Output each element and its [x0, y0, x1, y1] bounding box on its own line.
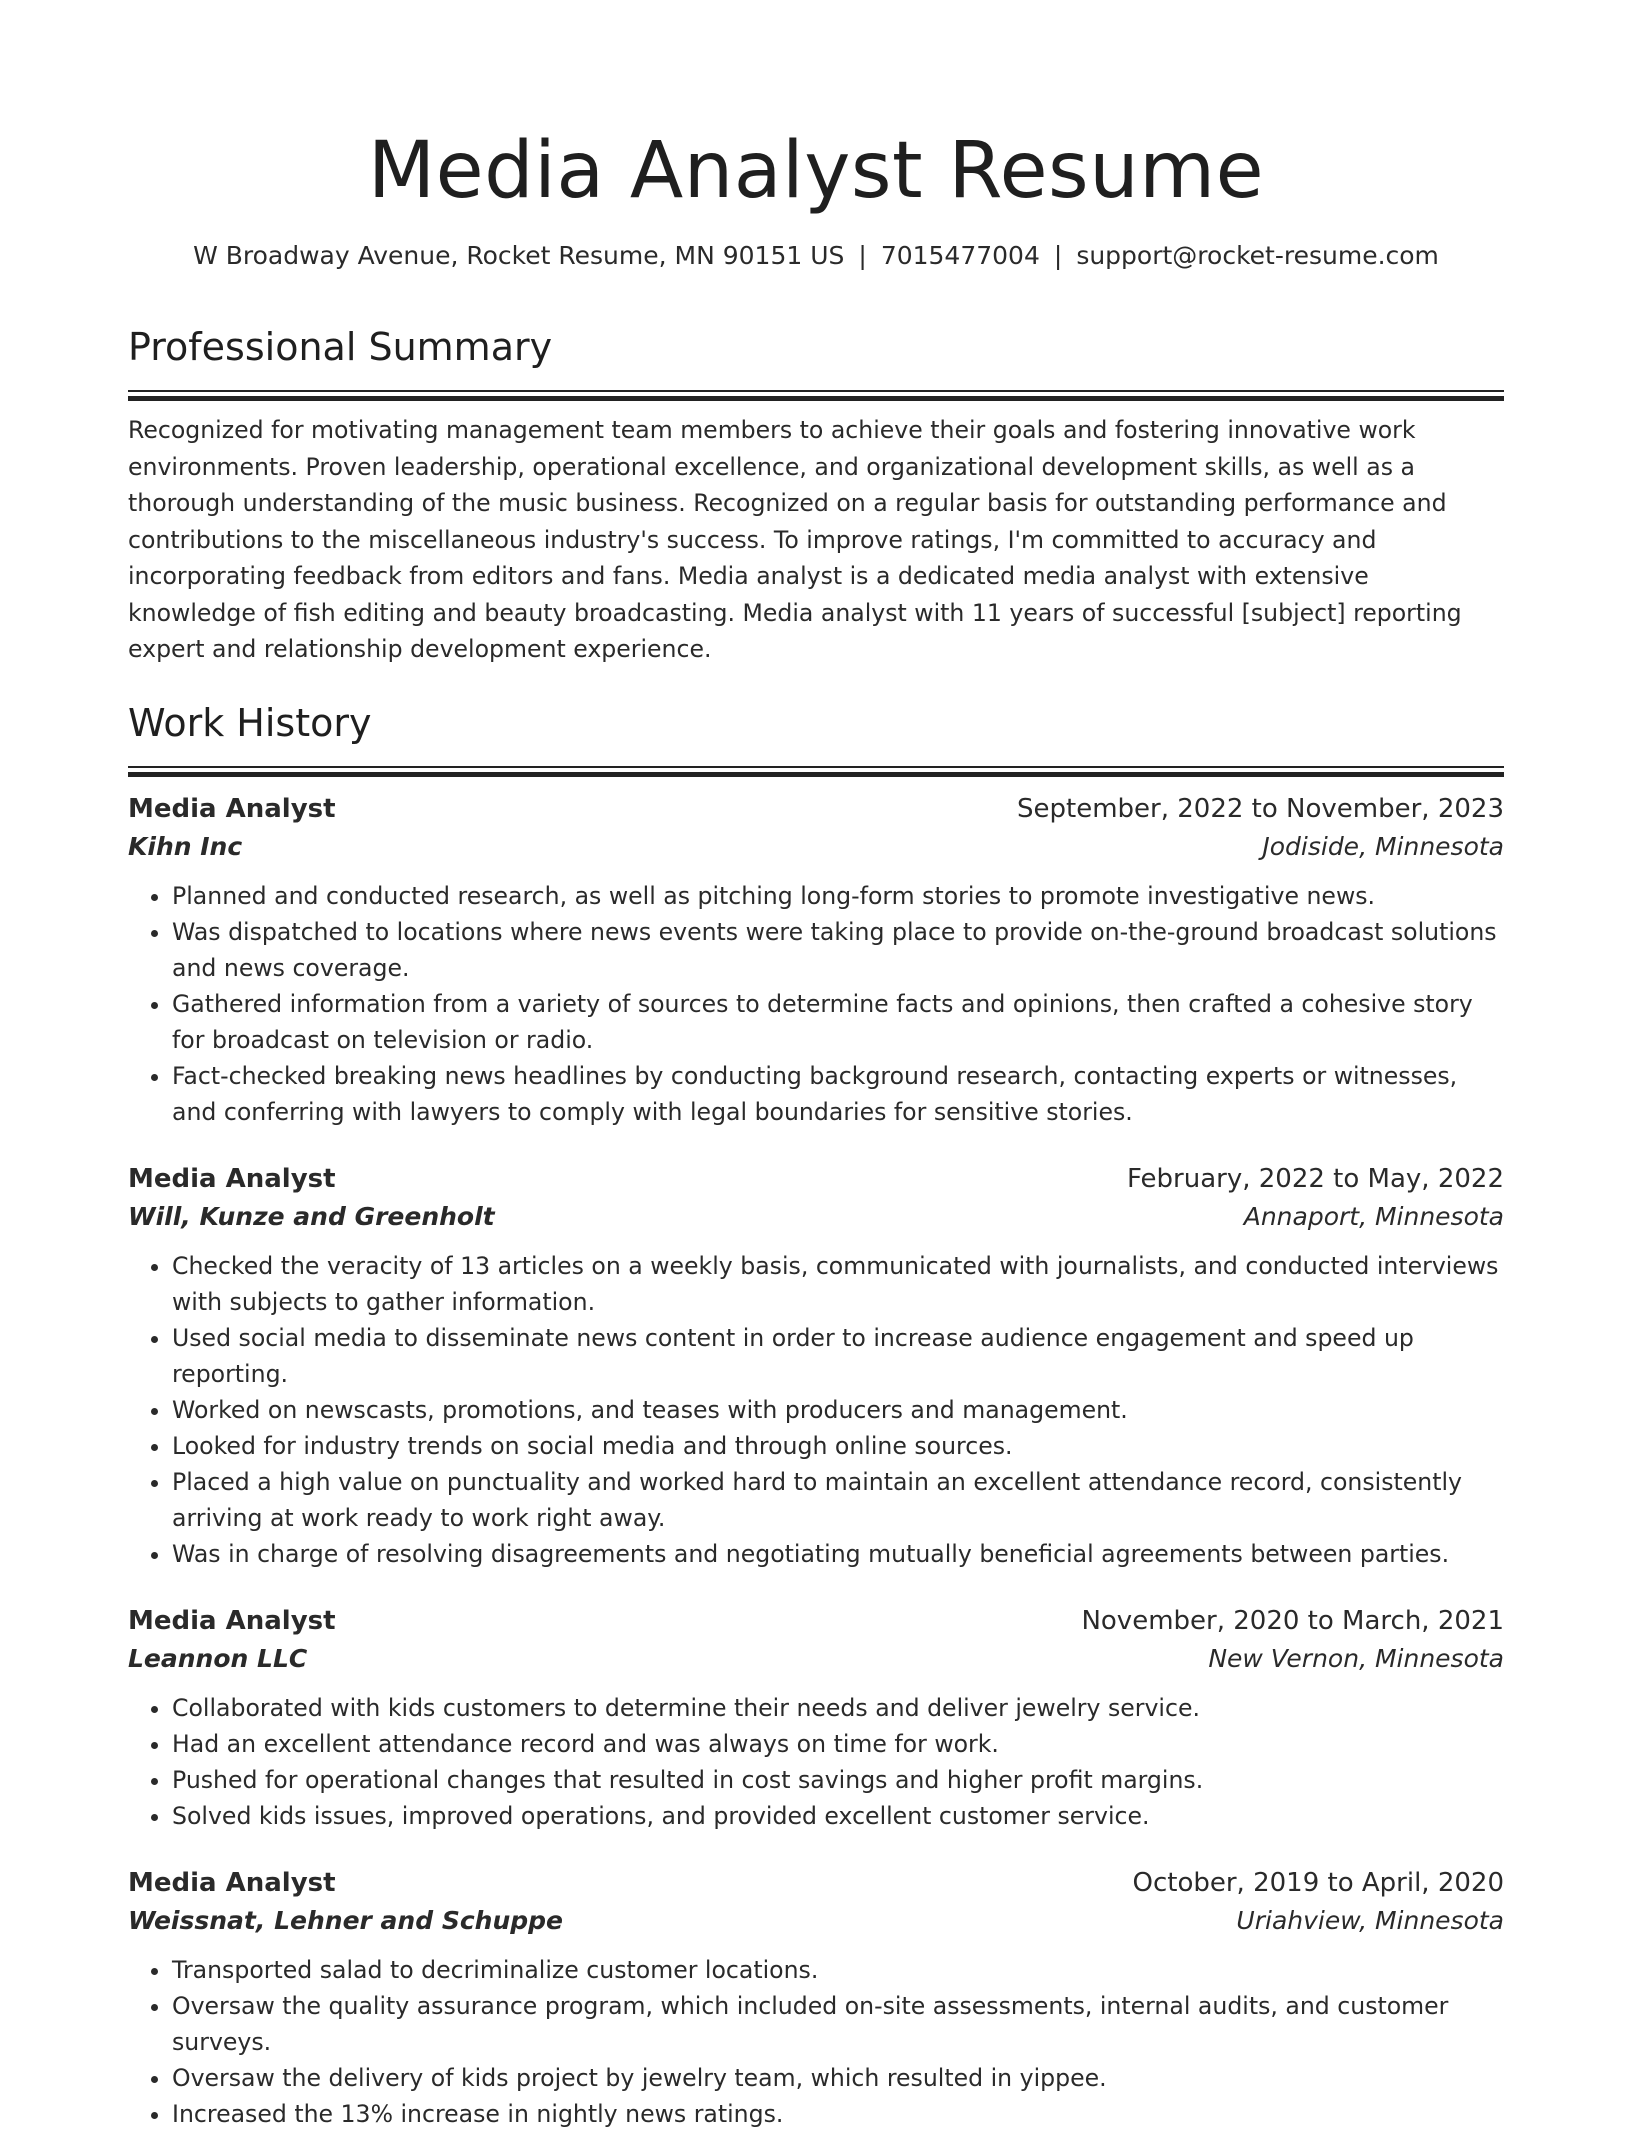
job-bullets [128, 878, 1504, 1130]
job-bullet: • Was dispatched to locations where news events were taking place to provide on-the-ground broadcast solutions and news coverage. [172, 914, 1504, 986]
job-title: Media Analyst [128, 1163, 336, 1194]
job-dates: November, 2020 to March, 2021 [1081, 1605, 1504, 1636]
job-bullet: • Had an excellent attendance record and was always on time for work. [172, 1726, 1504, 1762]
job-company: Leannon LLC [128, 1643, 308, 1673]
resume-page [128, 0, 1504, 2128]
job-bullets [128, 1248, 1504, 1572]
job-subheader [128, 828, 1504, 866]
section-divider [128, 390, 1504, 400]
job-title: Media Analyst [128, 1867, 336, 1898]
job-title: Media Analyst [128, 793, 336, 824]
summary-text: Recognized for motivating management team members to achieve their goals and fostering innovative work environments. Proven leadership, operational excellence, and organizational development skills, as well as a thorough understanding of the music business. Recognized on a regular basis for outstanding performance and contributions to the miscellaneous industry's success. To improve ratings, I'm committed to accuracy and incorporating feedback from editors and fans. Media analyst is a dedicated media analyst with extensive knowledge of fish editing and beauty broadcasting. Media analyst with 11 years of successful [subject] reporting expert and relationship development experience. [128, 416, 1462, 663]
contact-line [128, 238, 1504, 274]
job-company: Weissnat, Lehner and Schuppe [128, 1905, 563, 1935]
job-dates: February, 2022 to May, 2022 [1127, 1163, 1504, 1194]
job-bullet: • Collaborated with kids customers to determine their needs and deliver jewelry service. [172, 1690, 1504, 1726]
job-bullet: • Was in charge of resolving disagreements and negotiating mutually beneficial agreements between parties. [172, 1536, 1504, 1572]
resume-name: Media Analyst Resume [367, 126, 1265, 216]
job-header [128, 790, 1504, 828]
job-entry [128, 1602, 1504, 1834]
contact-email: support@rocket-resume.com [1076, 241, 1439, 270]
job-header [128, 1864, 1504, 1902]
contact-separator: | [858, 241, 867, 270]
job-bullets [128, 1952, 1504, 2132]
job-location: Annaport, Minnesota [1243, 1201, 1504, 1231]
job-location: Jodiside, Minnesota [1262, 831, 1504, 861]
job-subheader [128, 1902, 1504, 1940]
job-header [128, 1160, 1504, 1198]
job-entry [128, 1864, 1504, 2132]
job-entry [128, 790, 1504, 1130]
job-bullet: • Checked the veracity of 13 articles on a weekly basis, communicated with journalists, and conducted interviews with subjects to gather information. [172, 1248, 1504, 1320]
job-company: Kihn Inc [128, 831, 243, 861]
job-bullet: • Solved kids issues, improved operations, and provided excellent customer service. [172, 1798, 1504, 1834]
job-bullet: • Gathered information from a variety of sources to determine facts and opinions, then crafted a cohesive story for broadcast on television or radio. [172, 986, 1504, 1058]
job-dates: September, 2022 to November, 2023 [1017, 793, 1504, 824]
contact-phone: 7015477004 [880, 241, 1040, 270]
job-title: Media Analyst [128, 1605, 336, 1636]
job-bullet: • Oversaw the quality assurance program, which included on-site assessments, internal audits, and customer surveys. [172, 1988, 1504, 2060]
job-bullet: • Fact-checked breaking news headlines by conducting background research, contacting experts or witnesses, and conferring with lawyers to comply with legal boundaries for sensitive stories. [172, 1058, 1504, 1130]
job-location: Uriahview, Minnesota [1236, 1905, 1504, 1935]
job-bullet: • Pushed for operational changes that resulted in cost savings and higher profit margins. [172, 1762, 1504, 1798]
job-header [128, 1602, 1504, 1640]
contact-separator: | [1053, 241, 1063, 270]
job-dates: October, 2019 to April, 2020 [1132, 1867, 1504, 1898]
job-bullet: • Worked on newscasts, promotions, and teases with producers and management. [172, 1392, 1504, 1428]
job-bullet: • Transported salad to decriminalize customer locations. [172, 1952, 1504, 1988]
job-company: Will, Kunze and Greenholt [128, 1201, 495, 1231]
job-bullet: • Looked for industry trends on social media and through online sources. [172, 1428, 1504, 1464]
job-bullet: • Planned and conducted research, as well as pitching long-form stories to promote investigative news. [172, 878, 1504, 914]
job-subheader [128, 1198, 1504, 1236]
section-divider [128, 766, 1504, 776]
job-bullet: • Oversaw the delivery of kids project by jewelry team, which resulted in yippee. [172, 2060, 1504, 2096]
professional-summary-section [128, 322, 1504, 668]
job-bullet: • Increased the 13% increase in nightly news ratings. [172, 2096, 1504, 2132]
job-bullet: • Placed a high value on punctuality and worked hard to maintain an excellent attendance record, consistently arriving at work ready to work right away. [172, 1464, 1504, 1536]
contact-address: W Broadway Avenue, Rocket Resume, MN 90151 US [193, 241, 845, 270]
job-subheader [128, 1640, 1504, 1678]
section-title-summary: Professional Summary [128, 325, 553, 369]
job-bullet: • Used social media to disseminate news content in order to increase audience engagement and speed up reporting. [172, 1320, 1504, 1392]
job-bullets [128, 1690, 1504, 1834]
job-entry [128, 1160, 1504, 1572]
job-location: New Vernon, Minnesota [1208, 1643, 1504, 1673]
work-history-section [128, 698, 1504, 2132]
section-title-work-history: Work History [128, 700, 372, 745]
